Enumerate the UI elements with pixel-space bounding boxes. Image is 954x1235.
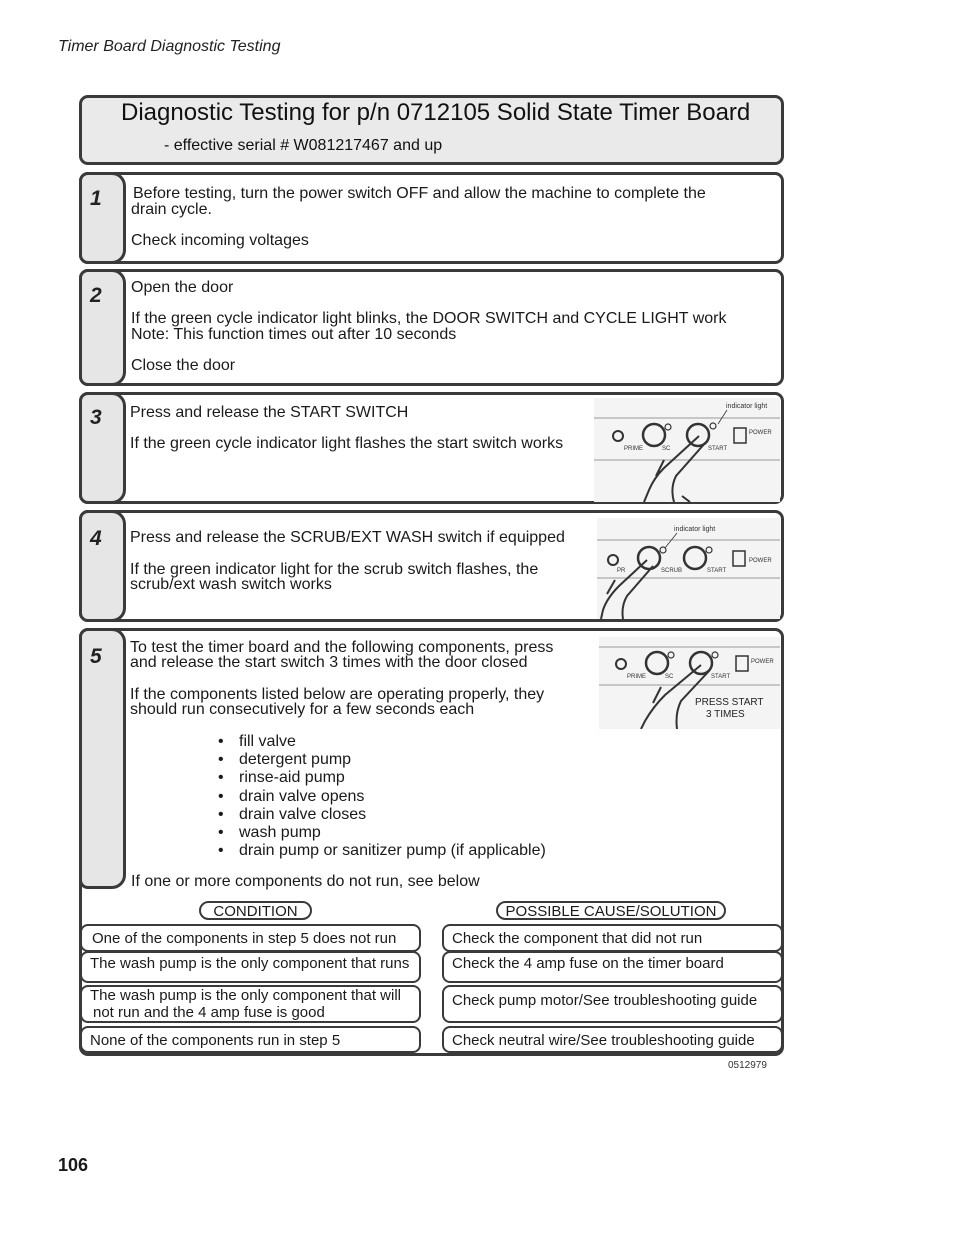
step-5-line-5: If one or more components do not run, see below: [131, 873, 480, 890]
step-3-number: 3: [90, 406, 102, 429]
step-5-line-1: To test the timer board and the following components, press: [130, 639, 554, 656]
step-1-number: 1: [90, 187, 102, 210]
list-item: • wash pump: [218, 824, 546, 842]
power-switch-icon: [733, 551, 745, 566]
indicator-light-label: indicator light: [726, 403, 768, 410]
step-5-number: 5: [90, 645, 102, 668]
scrub-label: SC: [662, 446, 671, 452]
step-3-control-panel-image: [594, 398, 780, 502]
list-item: • drain valve closes: [218, 806, 546, 824]
scrub-button-icon: [643, 424, 665, 446]
scrub-button-icon: [646, 652, 668, 674]
step-4-line-3: scrub/ext wash switch works: [130, 576, 332, 593]
solution-cell-2: Check the 4 amp fuse on the timer board: [442, 951, 783, 983]
prime-label: PRIME: [624, 446, 644, 452]
step-2-line-1: Open the door: [131, 279, 234, 296]
start-label: START: [711, 674, 731, 680]
indicator-light-icon: [710, 423, 716, 429]
start-button-icon: [684, 547, 706, 569]
indicator-light-icon: [712, 652, 718, 658]
step-4-control-panel-image: [597, 518, 780, 619]
step-2-line-3: Note: This function times out after 10 seconds: [131, 326, 457, 343]
step-5-control-panel-image: [599, 637, 780, 729]
indicator-light-label: indicator light: [674, 526, 716, 533]
condition-cell-3-line-2: not run and the 4 amp fuse is good: [93, 1004, 325, 1021]
indicator-light-icon: [660, 547, 666, 553]
step-4-line-1: Press and release the SCRUB/EXT WASH switch if equipped: [130, 529, 565, 546]
condition-header: CONDITION: [199, 901, 312, 920]
power-label: POWER: [751, 659, 774, 665]
step-4-tab: [79, 510, 126, 622]
step-3-line-2: If the green cycle indicator light flashes the start switch works: [130, 435, 564, 452]
condition-cell-3: [80, 985, 421, 1023]
solution-header: POSSIBLE CAUSE/SOLUTION: [496, 901, 726, 920]
list-item: • fill valve: [218, 733, 546, 751]
condition-cell-2: The wash pump is the only component that runs: [80, 951, 421, 983]
condition-cell-4: None of the components run in step 5: [80, 1026, 421, 1053]
prime-button-icon: [616, 659, 626, 669]
component-list: [218, 733, 546, 860]
page-title: Diagnostic Testing for p/n 0712105 Solid State Timer Board: [121, 99, 751, 126]
prime-label: PR: [617, 568, 626, 574]
list-item: • drain valve opens: [218, 788, 546, 806]
scrub-label: SC: [665, 674, 674, 680]
start-label: START: [707, 568, 727, 574]
prime-label: PRIME: [627, 674, 647, 680]
condition-cell-3-line-1: The wash pump is the only component that will: [90, 987, 401, 1004]
power-label: POWER: [749, 430, 772, 436]
press-start-caption-1: PRESS START: [695, 697, 764, 708]
step-2-line-2: If the green cycle indicator light blinks, the DOOR SWITCH and CYCLE LIGHT work: [131, 310, 727, 327]
start-label: START: [708, 446, 728, 452]
scrub-label: SCRUB: [661, 568, 683, 574]
step-3-line-1: Press and release the START SWITCH: [130, 404, 409, 421]
step-4-number: 4: [90, 527, 102, 550]
page-subtitle: - effective serial # W081217467 and up: [164, 137, 443, 154]
step-1-line-2: drain cycle.: [131, 201, 212, 218]
solution-cell-1: Check the component that did not run: [442, 924, 783, 952]
condition-cell-1: One of the components in step 5 does not run: [80, 924, 421, 952]
page-number: 106: [58, 1155, 89, 1175]
step-2-tab: [79, 269, 126, 386]
step-1-line-3: Check incoming voltages: [131, 232, 309, 249]
step-5-line-3: If the components listed below are operating properly, they: [130, 686, 545, 703]
step-3-tab: [79, 392, 126, 504]
prime-button-icon: [608, 555, 618, 565]
power-label: POWER: [749, 558, 772, 564]
step-5-line-4: should run consecutively for a few seconds each: [130, 701, 475, 718]
list-item: • detergent pump: [218, 751, 546, 769]
press-start-caption-2: 3 TIMES: [706, 709, 745, 720]
step-5-line-2: and release the start switch 3 times with the door closed: [130, 654, 528, 671]
power-switch-icon: [736, 656, 748, 671]
solution-cell-4: Check neutral wire/See troubleshooting guide: [442, 1026, 783, 1053]
document-code: 0512979: [728, 1060, 767, 1071]
step-4-line-2: If the green indicator light for the scrub switch flashes, the: [130, 561, 539, 578]
step-1-line-1: Before testing, turn the power switch OFF and allow the machine to complete the: [133, 185, 706, 202]
prime-button-icon: [613, 431, 623, 441]
step-1-tab: [79, 172, 126, 264]
step-5-tab: [79, 628, 126, 889]
section-header: Timer Board Diagnostic Testing: [58, 38, 281, 55]
step-2-line-4: Close the door: [131, 357, 236, 374]
step-2-number: 2: [90, 284, 102, 307]
solution-cell-3: Check pump motor/See troubleshooting guide: [442, 985, 783, 1023]
list-item: • rinse-aid pump: [218, 769, 546, 787]
power-switch-icon: [734, 428, 746, 443]
list-item: • drain pump or sanitizer pump (if applicable): [218, 842, 546, 860]
